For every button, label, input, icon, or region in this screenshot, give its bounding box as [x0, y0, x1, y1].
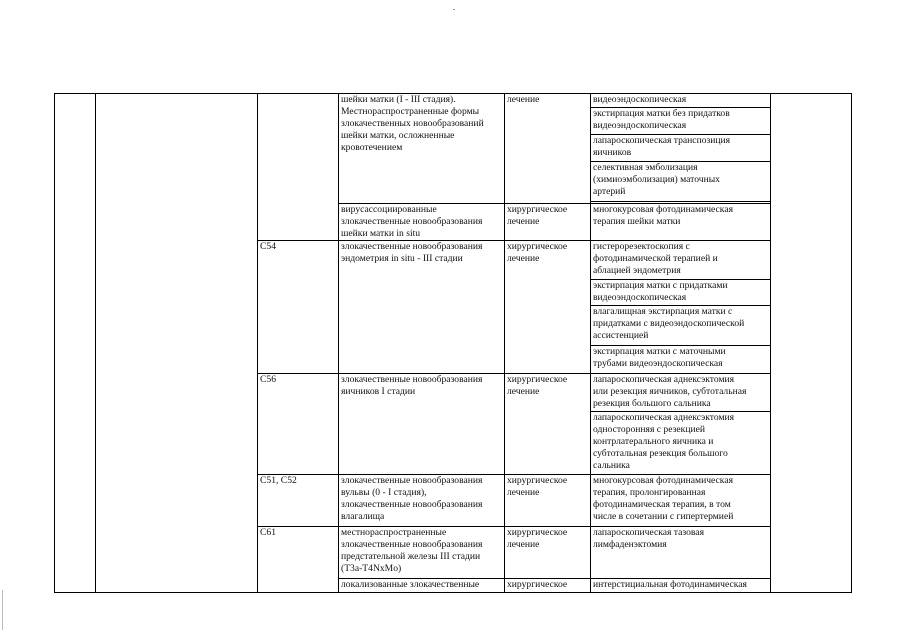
treatment-type-cell: хирургическое лечение	[505, 526, 591, 578]
treatment-type-cell: хирургическое лечение	[505, 203, 591, 240]
method-cell: гистерорезектоскопия с фотодинамической терапией и аблацией эндометрия	[591, 240, 771, 279]
code-cell: C61	[258, 526, 339, 592]
treatment-type-cell: хирургическое лечение	[505, 240, 591, 373]
method-cell: лапароскопическая аднексэктомия односторонняя с резекцией контрлатерального яичника и субтотальная резекция большого сальника	[591, 411, 771, 474]
diagnosis-cell: злокачественные новообразования эндометрия in situ - III стадии	[339, 240, 505, 373]
method-cell: экстирпация матки без придатков видеоэндоскопическая	[591, 108, 771, 135]
profile-column	[96, 94, 258, 593]
method-cell: экстирпация матки с придатками видеоэндоскопическая	[591, 280, 771, 306]
treatment-type-cell: хирургическое	[505, 578, 591, 592]
extra-column	[771, 94, 852, 593]
diagnosis-cell: злокачественные новообразования вульвы (0 - I стадия), злокачественные новообразования влагалища	[339, 475, 505, 526]
diagnosis-cell: шейки матки (I - III стадия). Местнораспространенные формы злокачественных новообразований шейки матки, осложненные кровотечением	[339, 94, 505, 204]
method-cell: видеоэндоскопическая	[591, 94, 771, 108]
treatment-type-cell: лечение	[505, 94, 591, 204]
medical-care-table	[54, 93, 852, 593]
diagnosis-cell: вирусассоциированные злокачественные новообразования шейки матки in situ	[339, 203, 505, 240]
code-cell: C56	[258, 373, 339, 475]
method-cell: лапароскопическая транспозиция яичников	[591, 135, 771, 162]
code-cell	[258, 94, 339, 241]
table-row	[55, 94, 852, 108]
code-cell: C51, C52	[258, 475, 339, 526]
method-cell: экстирпация матки с маточными трубами видеоэндоскопическая	[591, 346, 771, 373]
method-cell: селективная эмболизация (химиоэмболизация) маточных артерий	[591, 162, 771, 201]
diagnosis-cell: местнораспространенные злокачественные новообразования предстательной железы III стадии (T3a-T4NxMo)	[339, 526, 505, 578]
number-column	[55, 94, 96, 593]
scan-dot	[453, 9, 455, 10]
method-cell: многокурсовая фотодинамическая терапия, пролонгированная фотодинамическая терапия, в том числе в сочетании с гипертермией	[591, 475, 771, 526]
method-cell: лапароскопическая аднексэктомия или резекция яичников, субтотальная резекция большого сальника	[591, 373, 771, 411]
method-cell: влагалищная экстирпация матки с придатками с видеоэндоскопической ассистенцией	[591, 306, 771, 346]
scan-edge-mark	[2, 590, 3, 630]
code-cell: C54	[258, 240, 339, 373]
diagnosis-cell: злокачественные новообразования яичников I стадии	[339, 373, 505, 475]
method-cell: интерстициальная фотодинамическая	[591, 578, 771, 592]
diagnosis-cell: локализованные злокачественные	[339, 578, 505, 592]
method-cell: многокурсовая фотодинамическая терапия шейки матки	[591, 203, 771, 240]
method-cell: лапароскопическая тазовая лимфаденэктомия	[591, 526, 771, 578]
treatment-type-cell: хирургическое лечение	[505, 373, 591, 475]
treatment-type-cell: хирургическое лечение	[505, 475, 591, 526]
